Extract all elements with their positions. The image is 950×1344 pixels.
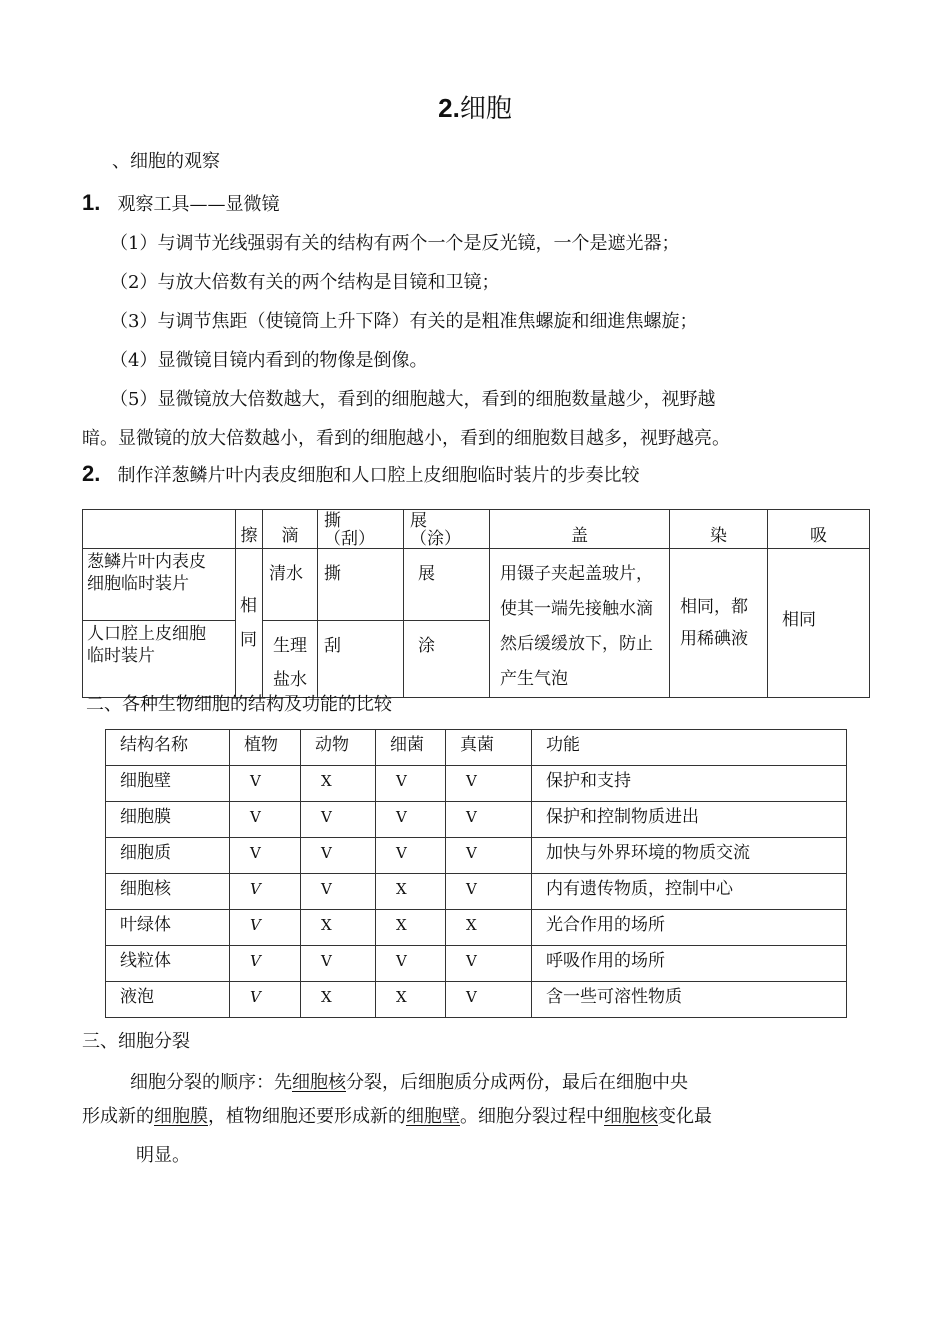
- mark-plant: V: [230, 838, 301, 874]
- mark-bacteria: X: [376, 982, 446, 1018]
- cell-function: 保护和支持: [532, 766, 847, 802]
- mark-bacteria: V: [376, 838, 446, 874]
- mark-plant: V: [230, 946, 301, 982]
- point-2: （2）与放大倍数有关的两个结构是目镜和卫镜；: [110, 272, 500, 293]
- text-span: 变化最: [658, 1106, 712, 1127]
- point-1: （1）与调节光线强弱有关的结构有两个一个是反光镜，一个是遮光器；: [110, 233, 680, 254]
- table-row: [106, 982, 847, 1018]
- keyword-nucleus-2: 细胞核: [604, 1106, 658, 1127]
- item1-text: 观察工具——显微镜: [117, 194, 280, 215]
- th-animal: 动物: [301, 730, 376, 766]
- item1-number: 1.: [82, 190, 101, 215]
- mark-animal: V: [301, 802, 376, 838]
- division-line-3: 明显。: [136, 1145, 190, 1166]
- mark-animal: V: [301, 874, 376, 910]
- gai-cell: 用镊子夹起盖玻片，使其一端先接触水滴然后缓缓放下，防止产生气泡: [490, 549, 670, 698]
- mark-animal: V: [301, 838, 376, 874]
- row-mouth-label: 人口腔上皮细胞 临时装片: [83, 621, 236, 698]
- mark-fungi: V: [446, 838, 532, 874]
- text-span: 分裂，后细胞质分成两份，最后在细胞中央: [346, 1072, 688, 1093]
- point-4: （4）显微镜目镜内看到的物像是倒像。: [110, 350, 428, 371]
- cell-structure-table: [105, 729, 847, 1018]
- cell-name: 叶绿体: [106, 910, 230, 946]
- mark-animal: X: [301, 982, 376, 1018]
- mark-animal: X: [301, 910, 376, 946]
- ca-cell: 相 同: [236, 549, 263, 698]
- mark-animal: X: [301, 766, 376, 802]
- cell-function: 光合作用的场所: [532, 910, 847, 946]
- section3-heading: 三、细胞分裂: [82, 1031, 190, 1052]
- zhan-mouth: 涂: [404, 621, 490, 698]
- zhan-onion: 展: [404, 549, 490, 621]
- cell-function: 内有遗传物质，控制中心: [532, 874, 847, 910]
- mark-plant: V: [230, 802, 301, 838]
- keyword-wall: 细胞壁: [406, 1106, 460, 1127]
- keyword-nucleus: 细胞核: [292, 1072, 346, 1093]
- section1-heading: 、细胞的观察: [112, 151, 220, 172]
- xi-cell: 相同: [768, 549, 870, 698]
- mark-fungi: X: [446, 910, 532, 946]
- cell-name: 线粒体: [106, 946, 230, 982]
- title-number: 2.: [438, 93, 460, 123]
- th-bacteria: 细菌: [376, 730, 446, 766]
- table-row: [106, 838, 847, 874]
- cell-name: 细胞质: [106, 838, 230, 874]
- mark-plant: V: [230, 910, 301, 946]
- point-3: （3）与调节焦距（使镜筒上升下降）有关的是粗准焦螺旋和细進焦螺旋；: [110, 311, 698, 332]
- table-row: [106, 802, 847, 838]
- item2-number: 2.: [82, 461, 101, 486]
- section2-heading: 二、各种生物细胞的结构及功能的比较: [86, 694, 392, 715]
- mark-bacteria: V: [376, 766, 446, 802]
- header-si: 撕 （刮）: [318, 510, 404, 549]
- mark-plant: V: [230, 874, 301, 910]
- table-row: [106, 946, 847, 982]
- cell-name: 细胞核: [106, 874, 230, 910]
- keyword-membrane: 细胞膜: [154, 1106, 208, 1127]
- steps-comparison-table: [82, 509, 870, 698]
- mark-plant: V: [230, 766, 301, 802]
- table-row: [106, 874, 847, 910]
- header-xi: 吸: [768, 510, 870, 549]
- th-function: 功能: [532, 730, 847, 766]
- ran-cell: 相同，都用稀碘液: [670, 549, 768, 698]
- cell-function: 含一些可溶性物质: [532, 982, 847, 1018]
- th-structure: 结构名称: [106, 730, 230, 766]
- text-span: 细胞分裂的顺序：先: [130, 1072, 292, 1093]
- si-mouth: 刮: [318, 621, 404, 698]
- item1-heading: [82, 190, 279, 216]
- mark-fungi: V: [446, 766, 532, 802]
- table-row: [106, 910, 847, 946]
- mark-bacteria: X: [376, 874, 446, 910]
- di-mouth: 生理 盐水: [263, 621, 318, 698]
- mark-plant: V: [230, 982, 301, 1018]
- header-ca: 擦: [236, 510, 263, 549]
- cell-name: 细胞壁: [106, 766, 230, 802]
- cell-function: 呼吸作用的场所: [532, 946, 847, 982]
- point-5: （5）显微镜放大倍数越大，看到的细胞越大，看到的细胞数量越少，视野越: [110, 389, 716, 410]
- header-zhan: 展 （涂）: [404, 510, 490, 549]
- item2-heading: [82, 461, 639, 487]
- mark-fungi: V: [446, 946, 532, 982]
- table-header-row: [106, 730, 847, 766]
- cell-name: 液泡: [106, 982, 230, 1018]
- header-gai: 盖: [490, 510, 670, 549]
- mark-bacteria: X: [376, 910, 446, 946]
- cell-function: 加快与外界环境的物质交流: [532, 838, 847, 874]
- mark-fungi: V: [446, 802, 532, 838]
- si-onion: 撕: [318, 549, 404, 621]
- title-text: 细胞: [459, 94, 512, 124]
- text-span: 。细胞分裂过程中: [460, 1106, 604, 1127]
- cell-function: 保护和控制物质进出: [532, 802, 847, 838]
- mark-bacteria: V: [376, 946, 446, 982]
- cell-name: 细胞膜: [106, 802, 230, 838]
- point-5-cont: 暗。显微镜的放大倍数越小，看到的细胞越小，看到的细胞数目越多，视野越亮。: [82, 428, 730, 449]
- text-span: 形成新的: [82, 1106, 154, 1127]
- row-onion-label: 葱鳞片叶内表皮 细胞临时装片: [83, 549, 236, 621]
- th-plant: 植物: [230, 730, 301, 766]
- corner-cell: [83, 510, 236, 549]
- item2-text: 制作洋葱鳞片叶内表皮细胞和人口腔上皮细胞临时装片的步奏比较: [117, 465, 640, 486]
- mark-animal: V: [301, 946, 376, 982]
- mark-fungi: V: [446, 874, 532, 910]
- th-fungi: 真菌: [446, 730, 532, 766]
- di-onion: 清水: [263, 549, 318, 621]
- mark-bacteria: V: [376, 802, 446, 838]
- mark-fungi: V: [446, 982, 532, 1018]
- division-line-2: [82, 1102, 712, 1128]
- division-line-1: [130, 1068, 688, 1094]
- page-title: [0, 88, 950, 125]
- header-ran: 染: [670, 510, 768, 549]
- table-row: [106, 766, 847, 802]
- header-di: 滴: [263, 510, 318, 549]
- text-span: ，植物细胞还要形成新的: [208, 1106, 406, 1127]
